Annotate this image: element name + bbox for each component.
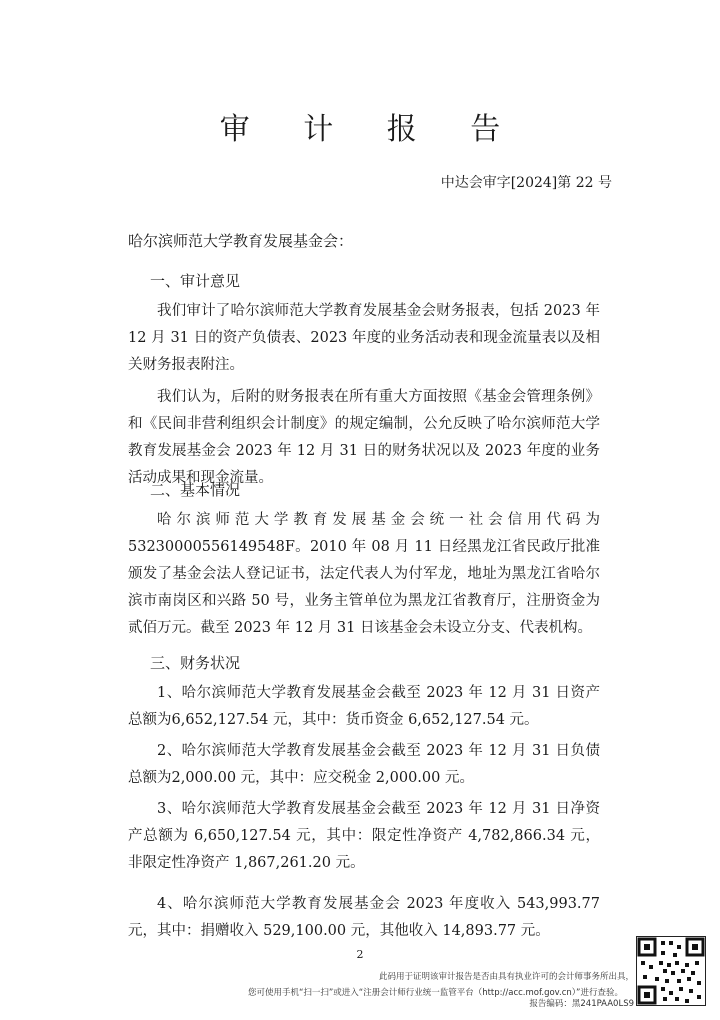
paragraph-basic-info: 哈尔滨师范大学教育发展基金会统一社会信用代码为53230000556149548F。2010 年 08 月 11 日经黑龙江省民政厅批准颁发了基金会法人登记证书，法定代表人为付军龙，地址为黑龙江省哈尔滨市南岗区和兴路 50 号，业务主管单位为黑龙江省教育厅，注册资金为贰佰万元。截至 2023 年 12 月 31 日该基金会未设立分支、代表机构。: [128, 512, 600, 636]
addressee: 哈尔滨师范大学教育发展基金会：: [128, 232, 354, 250]
paragraph-audit-scope: 我们审计了哈尔滨师范大学教育发展基金会财务报表，包括 2023 年 12 月 31 日的资产负债表、2023 年度的业务活动表和现金流量表以及相关财务报表附注。: [128, 303, 600, 373]
section-heading-basic-info: 二、基本情况: [150, 481, 241, 499]
page-number: 2: [356, 948, 364, 961]
qr-code-icon[interactable]: [636, 936, 706, 1006]
paragraph-audit-conclusion: 我们认为，后附的财务报表在所有重大方面按照《基金会管理条例》和《民间非营利组织会计制度》的规定编制，公允反映了哈尔滨师范大学教育发展基金会 2023 年 12 月 31 日的财务状况以及 2023 年度的业务活动成果和现金流量。: [128, 389, 600, 486]
footer-report-code: [372, 998, 634, 1010]
footer-verification-note: [372, 971, 634, 983]
footer-scan-instruction: 您可使用手机“扫一扫”或进入“注册会计师行业统一监管平台（http://acc.mof.gov.cn）”进行查验。: [248, 988, 623, 998]
paragraph-income: 4、哈尔滨师范大学教育发展基金会 2023 年度收入 543,993.77 元，其中：捐赠收入 529,100.00 元，其他收入 14,893.77 元。: [128, 896, 600, 939]
report-code: 报告编码：黑241PAA0LS9: [529, 999, 634, 1009]
paragraph-total-liabilities: 2、哈尔滨师范大学教育发展基金会截至 2023 年 12 月 31 日负债总额为2,000.00 元，其中：应交税金 2,000.00 元。: [128, 743, 600, 786]
footer-right-line1: 此码用于证明该审计报告是否由具有执业许可的会计师事务所出具，: [378, 972, 634, 982]
section-heading-financial-status: 三、财务状况: [150, 654, 241, 672]
report-title: 审 计 报 告: [219, 112, 523, 147]
paragraph-total-assets: 1、哈尔滨师范大学教育发展基金会截至 2023 年 12 月 31 日资产总额为6,652,127.54 元，其中：货币资金 6,652,127.54 元。: [128, 685, 600, 728]
document-number: 中达会审字[2024]第 22 号: [440, 175, 612, 191]
paragraph-net-assets: 3、哈尔滨师范大学教育发展基金会截至 2023 年 12 月 31 日净资产总额为 6,650,127.54 元，其中：限定性净资产 4,782,866.34 元，非限定性净资产 1,867,261.20 元。: [128, 801, 600, 871]
section-heading-audit-opinion: 一、审计意见: [150, 272, 241, 290]
